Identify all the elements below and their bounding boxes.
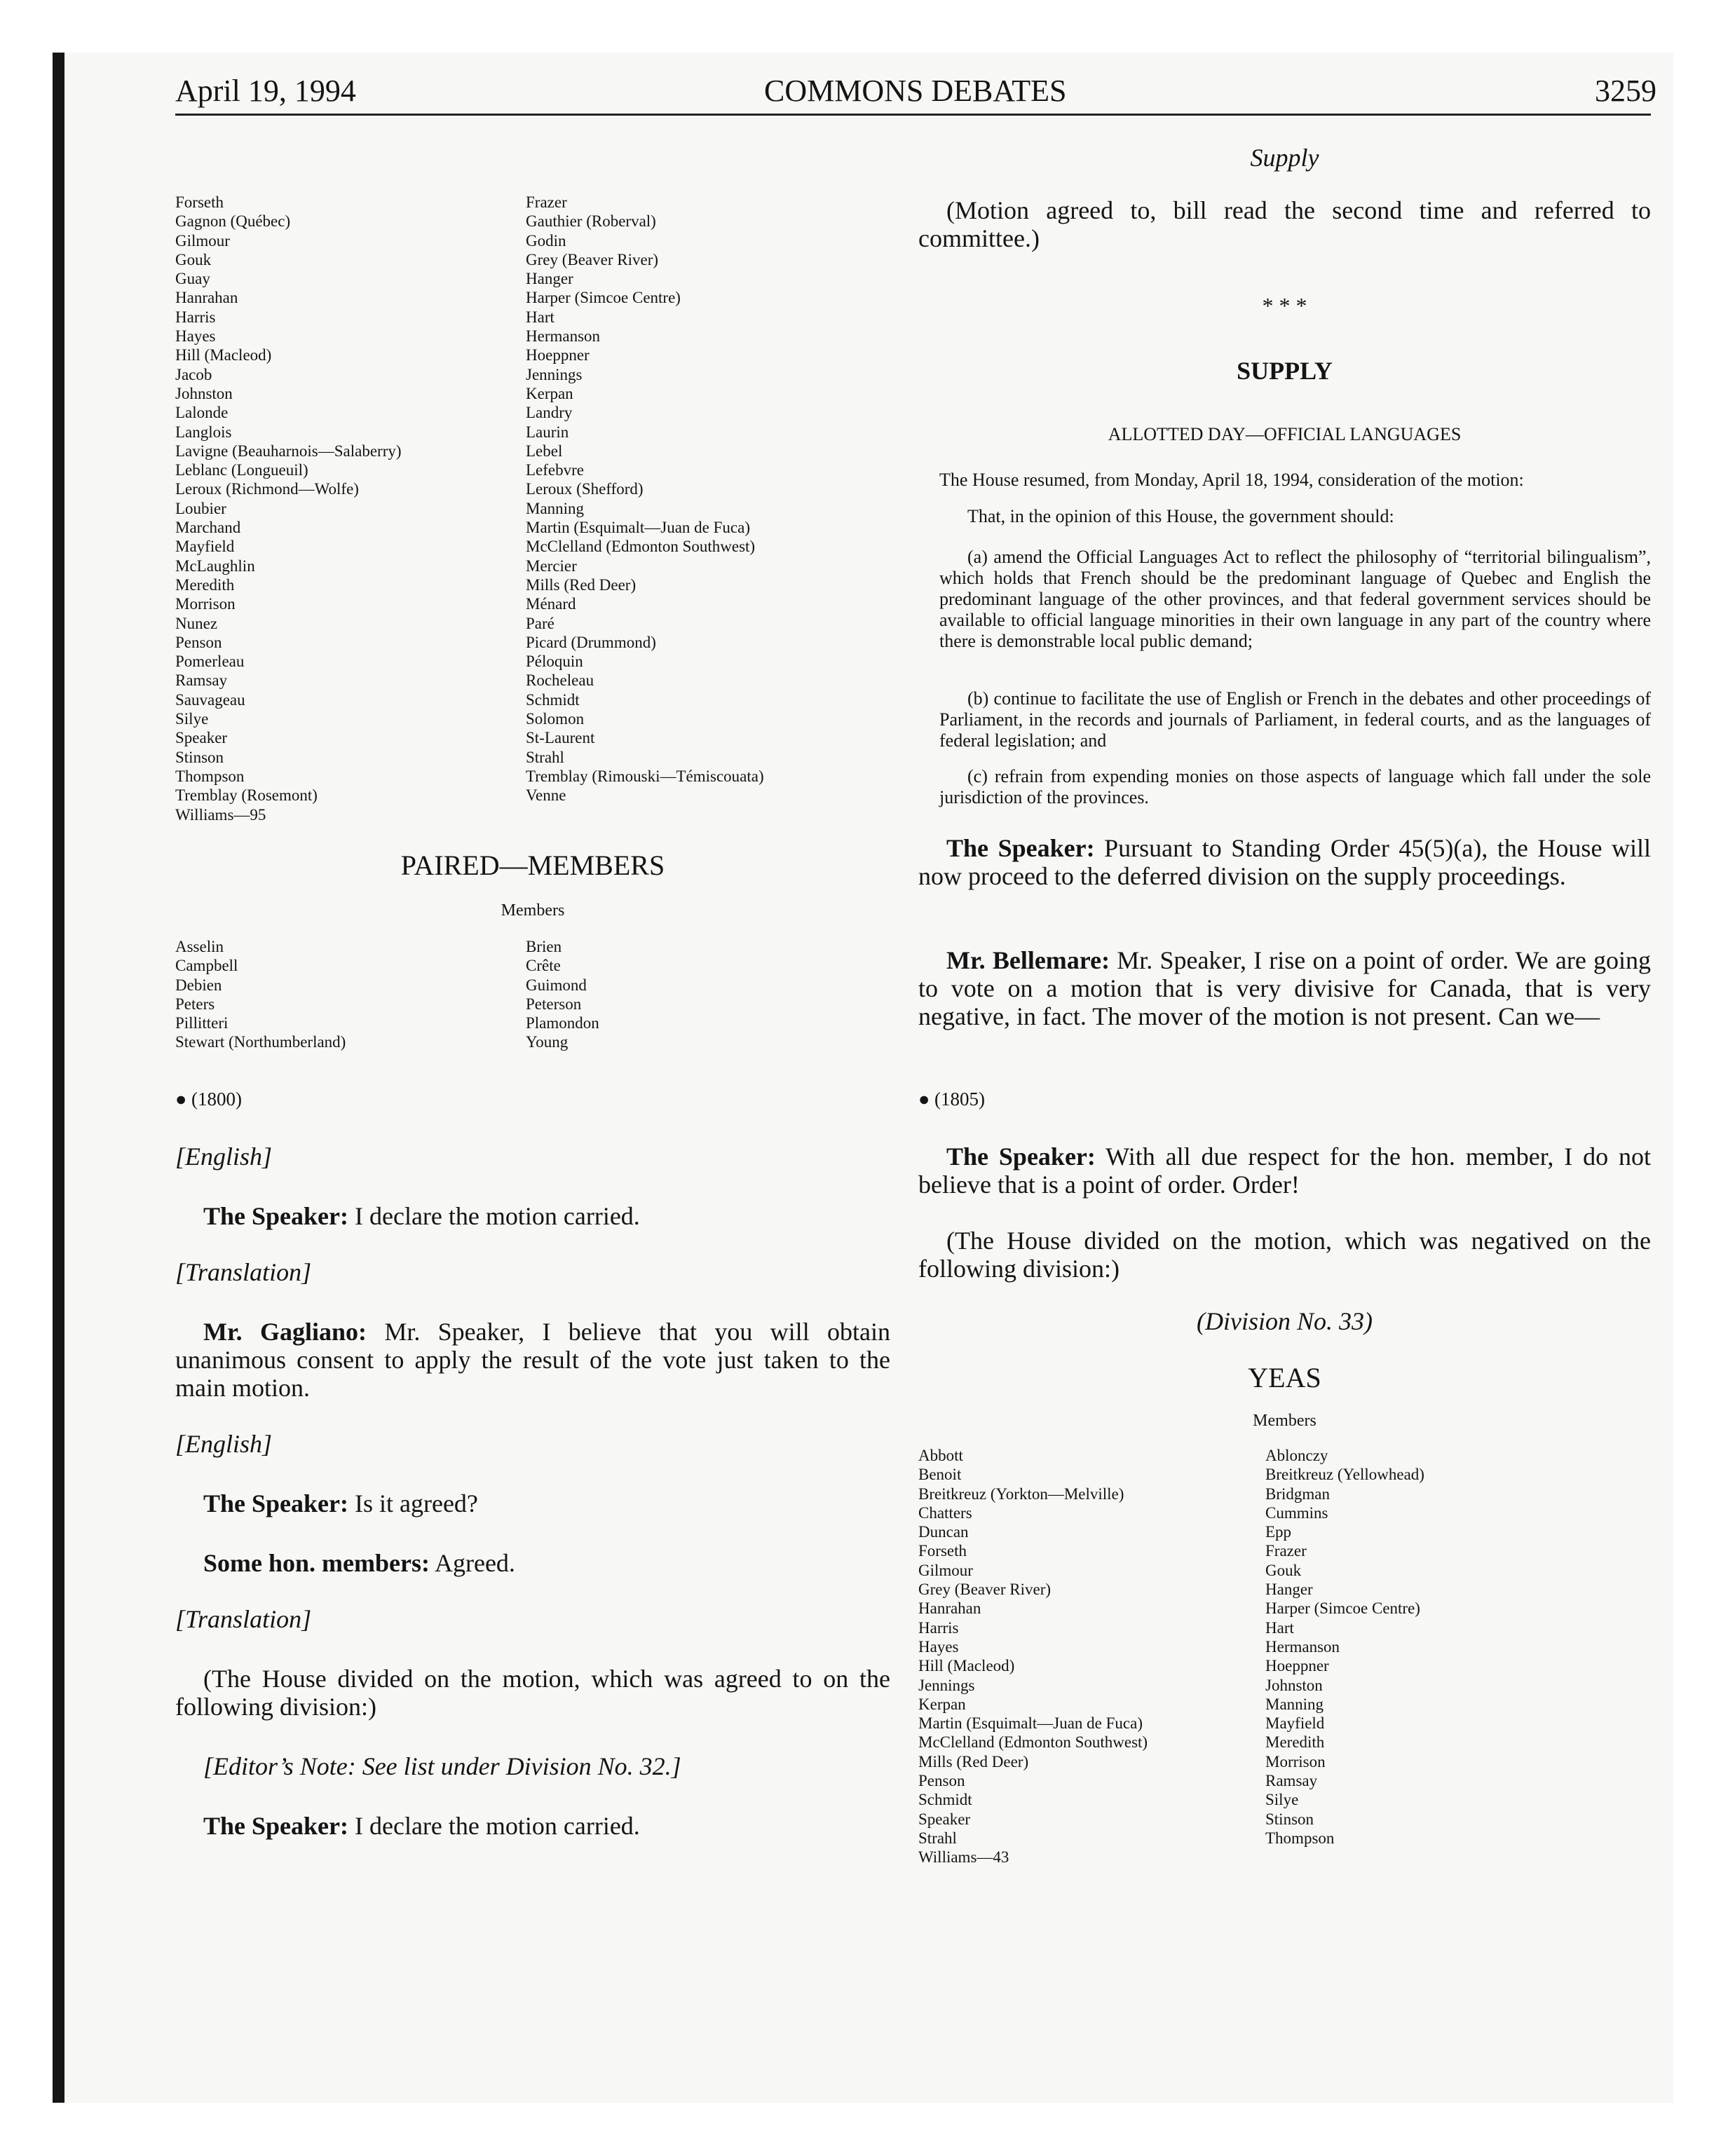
member-name: Hanrahan bbox=[918, 1599, 981, 1618]
speaker-name: The Speaker: bbox=[203, 1812, 348, 1840]
member-name: Guimond bbox=[526, 976, 587, 994]
member-name: Campbell bbox=[175, 957, 238, 975]
yeas-list-col1 bbox=[918, 1446, 1148, 1867]
member-name: Debien bbox=[175, 976, 222, 994]
member-name: Tremblay (Rimouski—Témiscouata) bbox=[526, 767, 764, 785]
member-name: Gouk bbox=[1265, 1561, 1302, 1579]
motion-clause-a: (a) amend the Official Languages Act to reflect the philosophy of “territorial bilingualism”, which holds that French should be the predominant language of Quebec and English the predominant language of the other provinces, and that federal government services should be available to official language minorities in their own language in any part of the country where there is demonstrable local public demand; bbox=[939, 547, 1651, 651]
member-name: Paré bbox=[526, 614, 554, 632]
member-name: Hoeppner bbox=[526, 346, 590, 364]
member-name: Nunez bbox=[175, 614, 218, 632]
member-name: Solomon bbox=[526, 710, 585, 728]
member-name: Ablonczy bbox=[1265, 1447, 1328, 1464]
member-name: Leroux (Shefford) bbox=[526, 480, 644, 498]
speaker-name: The Speaker: bbox=[946, 834, 1095, 862]
speaker-name: The Speaker: bbox=[203, 1489, 348, 1517]
member-name: Hoeppner bbox=[1265, 1657, 1329, 1675]
gagliano-paragraph bbox=[175, 1318, 890, 1402]
member-name: Hill (Macleod) bbox=[175, 346, 272, 364]
member-name: Gilmour bbox=[918, 1561, 973, 1579]
member-name: Schmidt bbox=[918, 1791, 972, 1809]
speech-text: Mr. Speaker, I believe that you will obtain unanimous consent to apply the result of the vote just taken to the main motion. bbox=[175, 1318, 890, 1402]
member-name: Martin (Esquimalt—Juan de Fuca) bbox=[918, 1714, 1143, 1733]
member-name: Mayfield bbox=[175, 538, 235, 556]
member-name: Tremblay (Rosemont) bbox=[175, 786, 318, 805]
member-name: Duncan bbox=[918, 1523, 969, 1541]
member-name: Hermanson bbox=[526, 327, 601, 346]
member-name: Jennings bbox=[918, 1676, 975, 1694]
member-name: Harper (Simcoe Centre) bbox=[526, 289, 681, 307]
paired-list-col1 bbox=[175, 937, 346, 1052]
member-name: Penson bbox=[918, 1772, 965, 1790]
member-name: Strahl bbox=[918, 1829, 957, 1847]
speaker-point-of-order bbox=[918, 1142, 1651, 1199]
member-name: Gagnon (Québec) bbox=[175, 212, 291, 231]
motion-clause-b: (b) continue to facilitate the use of English or French in the debates and other proceedings of Parliament, in the records and journals of Parliament, in federal courts, and as the languages of federal legislation; and bbox=[939, 688, 1651, 751]
member-name: Guay bbox=[175, 270, 210, 288]
member-name: Jacob bbox=[175, 365, 212, 383]
speaker-name: The Speaker: bbox=[203, 1202, 348, 1230]
member-name: Leroux (Richmond—Wolfe) bbox=[175, 480, 359, 498]
member-name: Stinson bbox=[1265, 1810, 1314, 1828]
member-name: Breitkreuz (Yellowhead) bbox=[1265, 1466, 1424, 1484]
member-name: Harris bbox=[175, 308, 216, 326]
lang-english-2: [English] bbox=[175, 1430, 273, 1458]
motion-preamble: That, in the opinion of this House, the government should: bbox=[967, 506, 1394, 526]
member-name: Williams—95 bbox=[175, 805, 266, 824]
division-number: (Division No. 33) bbox=[1197, 1307, 1373, 1335]
member-name: Penson bbox=[175, 633, 222, 651]
member-name: Mayfield bbox=[1265, 1714, 1325, 1733]
member-name: Landry bbox=[526, 404, 573, 422]
member-name: McClelland (Edmonton Southwest) bbox=[526, 538, 756, 556]
member-name: Pomerleau bbox=[175, 653, 245, 671]
member-name: Venne bbox=[526, 786, 566, 805]
member-name: Breitkreuz (Yorkton—Melville) bbox=[918, 1485, 1124, 1503]
supply-heading: SUPPLY bbox=[1237, 357, 1333, 385]
member-name: Silye bbox=[1265, 1791, 1299, 1809]
yeas-subheading: Members bbox=[1253, 1412, 1316, 1430]
speaker-name: Mr. Gagliano: bbox=[203, 1318, 367, 1346]
member-name: Crête bbox=[526, 957, 561, 975]
house-resumed: The House resumed, from Monday, April 18, 1994, consideration of the motion: bbox=[939, 470, 1524, 490]
member-name: Frazer bbox=[1265, 1542, 1307, 1560]
member-name: Hanger bbox=[1265, 1581, 1313, 1599]
member-name: Hanger bbox=[526, 270, 573, 288]
member-name: Thompson bbox=[1265, 1829, 1335, 1847]
member-name: Mills (Red Deer) bbox=[526, 575, 637, 594]
speech-text: I declare the motion carried. bbox=[348, 1202, 640, 1230]
division-note-right: (The House divided on the motion, which was negatived on the following division:) bbox=[918, 1227, 1651, 1283]
member-name: Meredith bbox=[175, 575, 235, 594]
member-name: Morrison bbox=[1265, 1752, 1326, 1770]
speaker-paragraph-3 bbox=[175, 1812, 890, 1840]
vote-list-col2 bbox=[526, 193, 764, 805]
member-name: Langlois bbox=[175, 423, 232, 441]
member-name: Kerpan bbox=[526, 384, 573, 402]
member-name: Chatters bbox=[918, 1503, 972, 1522]
member-name: Johnston bbox=[1265, 1676, 1323, 1694]
member-name: Péloquin bbox=[526, 653, 583, 671]
member-name: Stinson bbox=[175, 748, 224, 766]
member-name: Jennings bbox=[526, 365, 583, 383]
member-name: Peters bbox=[175, 995, 215, 1013]
member-name: Brien bbox=[526, 938, 562, 955]
paired-list-col2 bbox=[526, 937, 599, 1052]
vote-list-col1 bbox=[175, 193, 402, 824]
speaker-name: The Speaker: bbox=[946, 1142, 1096, 1171]
speech-text: Pursuant to Standing Order 45(5)(a), the House will now proceed to the deferred division on the supply proceedings. bbox=[918, 834, 1651, 890]
member-name: Laurin bbox=[526, 423, 569, 441]
member-name: Ramsay bbox=[175, 671, 228, 690]
member-name: Johnston bbox=[175, 384, 233, 402]
member-name: Grey (Beaver River) bbox=[918, 1581, 1052, 1599]
member-name: Leblanc (Longueuil) bbox=[175, 461, 308, 479]
speaker-name: Some hon. members: bbox=[203, 1549, 430, 1577]
lang-english-1: [English] bbox=[175, 1142, 273, 1171]
yeas-list-col2 bbox=[1265, 1446, 1424, 1848]
member-name: Hermanson bbox=[1265, 1637, 1340, 1656]
speaker-name: Mr. Bellemare: bbox=[946, 946, 1110, 974]
running-section: Supply bbox=[1250, 144, 1319, 172]
member-name: Gilmour bbox=[175, 231, 230, 250]
member-name: Grey (Beaver River) bbox=[526, 250, 659, 268]
member-name: Cummins bbox=[1265, 1503, 1328, 1522]
member-name: Rocheleau bbox=[526, 671, 594, 690]
member-name: Frazer bbox=[526, 193, 567, 211]
speech-text: Agreed. bbox=[429, 1549, 515, 1577]
motion-clause-c: (c) refrain from expending monies on those aspects of language which fall under the sole jurisdiction of the provinces. bbox=[939, 766, 1651, 807]
member-name: Lalonde bbox=[175, 404, 229, 422]
member-name: Forseth bbox=[175, 193, 224, 211]
member-name: Sauvageau bbox=[175, 690, 245, 709]
member-name: Gouk bbox=[175, 250, 212, 268]
header-date: April 19, 1994 bbox=[175, 74, 356, 108]
speech-text: Is it agreed? bbox=[348, 1489, 478, 1517]
lang-translation-2: [Translation] bbox=[175, 1605, 312, 1633]
member-name: Harper (Simcoe Centre) bbox=[1265, 1599, 1420, 1618]
speaker-paragraph-1 bbox=[175, 1202, 890, 1230]
member-name: Kerpan bbox=[918, 1695, 966, 1713]
member-name: Thompson bbox=[175, 767, 245, 785]
time-marker-1805: ● (1805) bbox=[918, 1089, 986, 1110]
member-name: Speaker bbox=[918, 1810, 971, 1828]
speech-text: With all due respect for the hon. member, I do not believe that is a point of order. Order! bbox=[918, 1142, 1652, 1199]
paired-subheading: Members bbox=[501, 901, 565, 920]
member-name: Asselin bbox=[175, 938, 224, 955]
member-name: Picard (Drummond) bbox=[526, 633, 656, 651]
time-marker-1800: ● (1800) bbox=[175, 1089, 243, 1110]
member-name: Godin bbox=[526, 231, 566, 250]
member-name: Hanrahan bbox=[175, 289, 238, 307]
member-name: Lefebvre bbox=[526, 461, 584, 479]
member-name: Manning bbox=[1265, 1695, 1324, 1713]
member-name: Harris bbox=[918, 1618, 959, 1637]
member-name: Mills (Red Deer) bbox=[918, 1752, 1029, 1770]
editors-note: [Editor’s Note: See list under Division No. 32.] bbox=[203, 1752, 681, 1780]
member-name: Loubier bbox=[175, 499, 226, 517]
paired-heading: PAIRED—MEMBERS bbox=[400, 850, 665, 881]
member-name: Speaker bbox=[175, 729, 228, 747]
member-name: St-Laurent bbox=[526, 729, 595, 747]
member-name: Hart bbox=[1265, 1618, 1294, 1637]
member-name: Hayes bbox=[175, 327, 216, 346]
motion-agreed: (Motion agreed to, bill read the second time and referred to committee.) bbox=[918, 196, 1651, 252]
header-title: COMMONS DEBATES bbox=[764, 74, 1067, 108]
speaker-paragraph-2 bbox=[175, 1489, 890, 1517]
header-rule bbox=[175, 114, 1651, 116]
member-name: Gauthier (Roberval) bbox=[526, 212, 656, 231]
member-name: Hayes bbox=[918, 1637, 959, 1656]
member-name: Manning bbox=[526, 499, 585, 517]
member-name: Strahl bbox=[526, 748, 564, 766]
member-name: Silye bbox=[175, 710, 209, 728]
speech-text: I declare the motion carried. bbox=[348, 1812, 640, 1840]
member-name: Marchand bbox=[175, 519, 241, 537]
member-name: Stewart (Northumberland) bbox=[175, 1033, 346, 1051]
speaker-standing-order bbox=[918, 834, 1651, 890]
lang-translation-1: [Translation] bbox=[175, 1258, 312, 1286]
member-name: McClelland (Edmonton Southwest) bbox=[918, 1733, 1148, 1752]
member-name: McLaughlin bbox=[175, 557, 255, 575]
member-name: Pillitteri bbox=[175, 1014, 229, 1032]
member-name: Hart bbox=[526, 308, 554, 326]
scan-edge bbox=[53, 53, 64, 2103]
section-stars: * * * bbox=[1262, 293, 1307, 318]
member-name: Young bbox=[526, 1033, 569, 1051]
member-name: Epp bbox=[1265, 1523, 1292, 1541]
member-name: Plamondon bbox=[526, 1014, 599, 1032]
member-name: Lavigne (Beauharnois—Salaberry) bbox=[175, 442, 402, 460]
member-name: Forseth bbox=[918, 1542, 967, 1560]
member-name: Ramsay bbox=[1265, 1772, 1318, 1790]
member-name: Hill (Macleod) bbox=[918, 1657, 1015, 1675]
member-name: Morrison bbox=[175, 595, 236, 613]
member-name: Ménard bbox=[526, 595, 576, 613]
member-name: Abbott bbox=[918, 1447, 963, 1464]
member-name: Lebel bbox=[526, 442, 563, 460]
member-name: Peterson bbox=[526, 995, 582, 1013]
bellemare-paragraph bbox=[918, 946, 1651, 1030]
member-name: Mercier bbox=[526, 557, 577, 575]
member-name: Williams—43 bbox=[918, 1848, 1009, 1867]
member-name: Martin (Esquimalt—Juan de Fuca) bbox=[526, 519, 751, 537]
division-note-left: (The House divided on the motion, which was agreed to on the following division:) bbox=[175, 1665, 890, 1721]
yeas-heading: YEAS bbox=[1248, 1362, 1321, 1393]
member-name: Benoit bbox=[918, 1466, 962, 1484]
members-agreed bbox=[175, 1549, 890, 1577]
speech-text: Mr. Speaker, I rise on a point of order. We are going to vote on a motion that is very divisive for Canada, that is very negative, in fact. The mover of the motion is not present. Can we— bbox=[918, 946, 1651, 1030]
member-name: Meredith bbox=[1265, 1733, 1325, 1752]
page-number: 3259 bbox=[1595, 74, 1656, 108]
allotted-day-heading: ALLOTTED DAY—OFFICIAL LANGUAGES bbox=[1108, 424, 1462, 444]
member-name: Schmidt bbox=[526, 690, 580, 709]
member-name: Bridgman bbox=[1265, 1485, 1330, 1503]
